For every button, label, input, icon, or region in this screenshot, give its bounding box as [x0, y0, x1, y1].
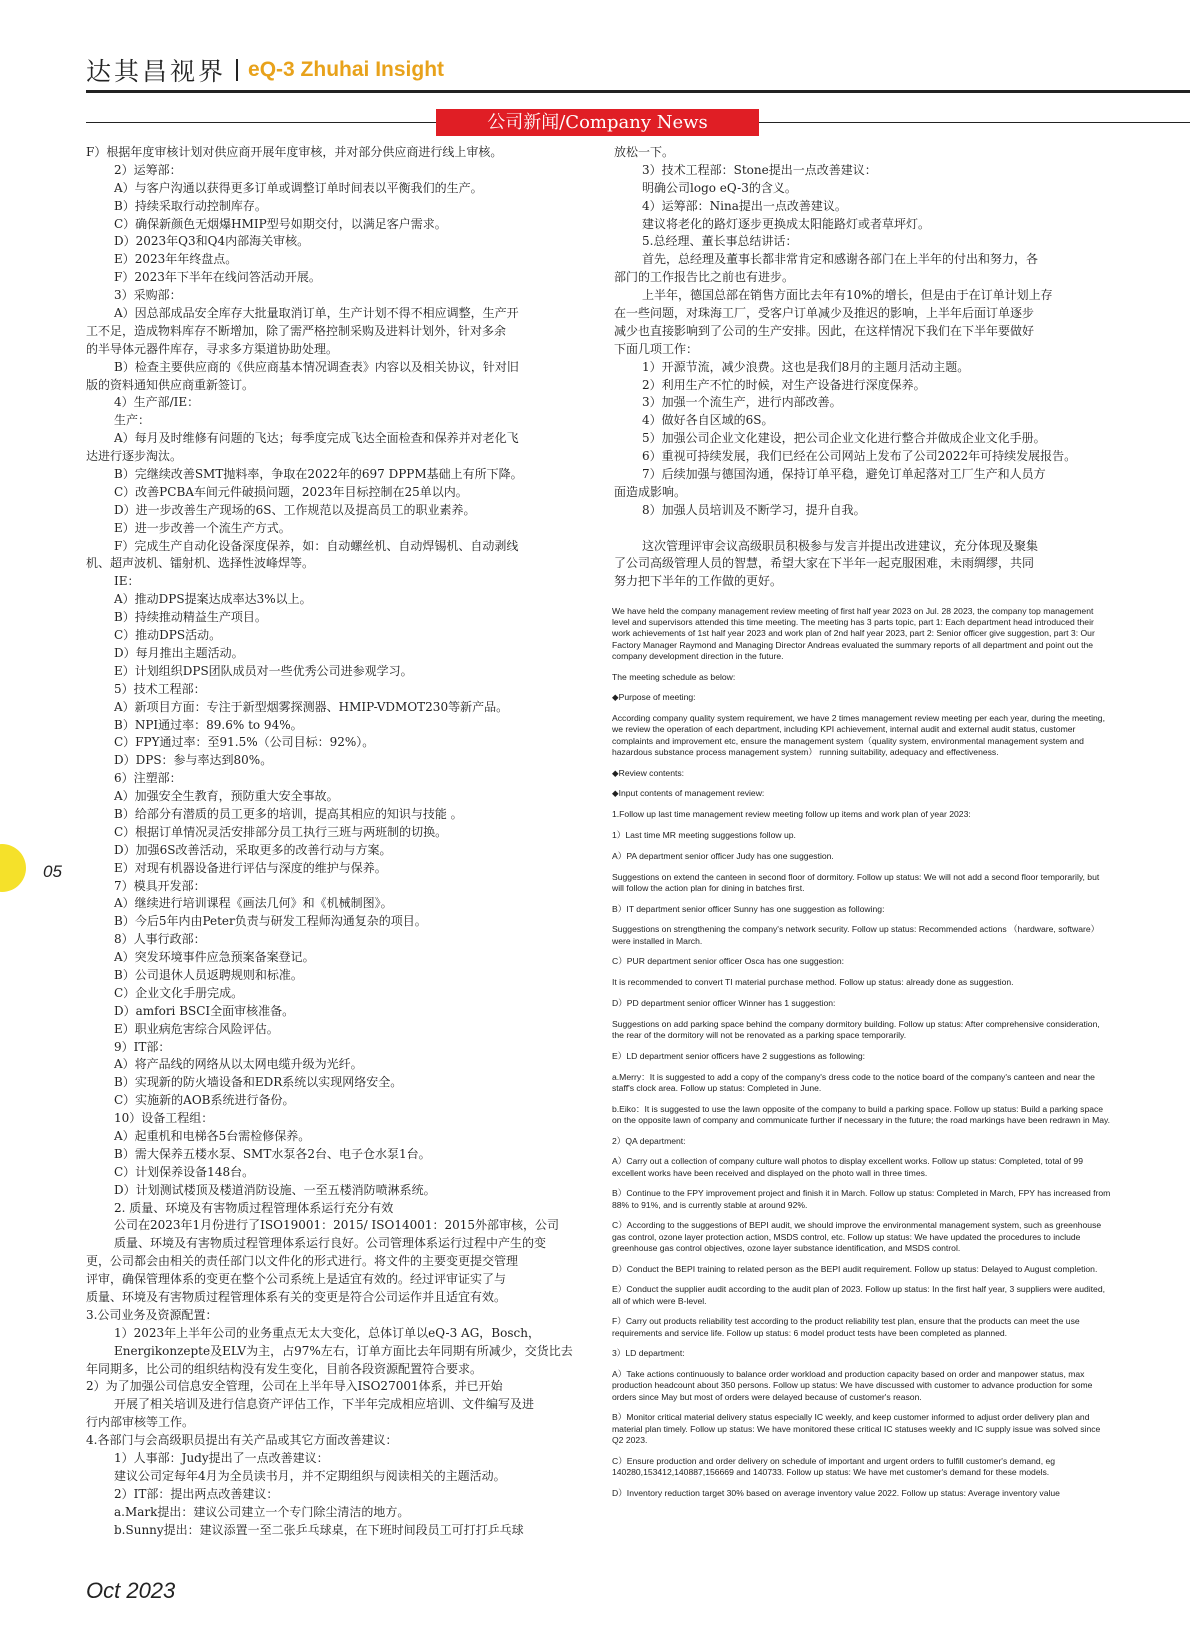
left-column-line: D）加强6S改善活动，采取更多的改善行动与方案。: [114, 842, 392, 857]
english-paragraph: A）Take actions continuously to balance order workload and production capacity based on order and manpower status, max production headcount about 350 persons. Follow up status: We have discussed with customer to advance production for some orders since May but most of orders were delayed because of customer's reason.: [612, 1369, 1093, 1402]
right-column-english: [612, 606, 1112, 1508]
left-column-line: 1）人事部：Judy提出了一点改善建议：: [114, 1451, 329, 1466]
left-column-line: C）确保新颜色无烟爆HMIP型号如期交付，以满足客户需求。: [114, 216, 447, 231]
left-column-line: 年同期多，比公司的组织结构没有发生变化，目前各段资源配置符合要求。: [86, 1361, 483, 1376]
left-column-line: 机、超声波机、镭射机、选择性波峰焊等。: [86, 556, 315, 571]
issue-date: Oct 2023: [86, 1578, 176, 1603]
english-paragraph: C）PUR department senior officer Osca has one suggestion:: [612, 956, 844, 967]
left-column-line: 7）模具开发部：: [114, 878, 206, 893]
left-column-line: A）加强安全生教育，预防重大安全事故。: [114, 789, 339, 804]
right-column-line: [614, 520, 1112, 538]
english-paragraph: E）Conduct the supplier audit according to the audit plan of 2023. Follow up status: In the first half year, 3 suppliers were audited, all of which were B-level.: [612, 1284, 1105, 1306]
english-paragraph: A）Carry out a collection of company culture wall photos to display excellent works. Follow up status: Completed, total of 99 excellent works have been received and displayed on the photo wall in three times.: [612, 1156, 1083, 1178]
left-column-line: a.Mark提出：建议公司建立一个专门除尘清洁的地方。: [114, 1504, 410, 1519]
left-column-line: 生产：: [114, 413, 151, 428]
left-column-line: 质量、环境及有害物质过程管理体系有关的变更是符合公司运作并且适宜有效。: [86, 1290, 507, 1304]
page-marker-dot: [0, 844, 26, 892]
left-column-line: b.Sunny提出：建议添置一至二张乒乓球桌，在下班时间段员工可打打乒乓球: [114, 1522, 524, 1537]
right-column-line: 1）开源节流，减少浪费。这也是我们8月的主题月活动主题。: [642, 359, 970, 374]
left-column-line: E）职业病危害综合风险评估。: [114, 1021, 279, 1036]
page-number: 05: [43, 862, 62, 881]
english-paragraph: 1）Last time MR meeting suggestions follow up.: [612, 830, 796, 840]
left-column-line: F）完成生产自动化设备深度保养，如：自动螺丝机、自动焊锡机、自动剥线: [114, 538, 519, 553]
left-column-line: B）完继续改善SMT抛料率，争取在2022年的697 DPPM基础上有所下降。: [114, 467, 523, 482]
left-column-line: 版的资料通知供应商重新签订。: [86, 377, 255, 392]
left-column-line: A）将产品线的网络从以太网电缆升级为光纤。: [114, 1057, 363, 1072]
english-paragraph: a.Merry：It is suggested to add a copy of the company's dress code to the notice board of the company's canteen and near the staff's clock area. Follow up status: Completed in June.: [612, 1071, 1095, 1093]
left-column-line: A）每月及时维修有问题的飞达；每季度完成飞达全面检查和保养并对老化飞: [114, 431, 519, 446]
right-column-line: 3）技术工程部：Stone提出一点改善建议：: [642, 162, 877, 177]
left-column-line: C）根据订单情况灵活安排部分员工执行三班与两班制的切换。: [114, 824, 448, 839]
left-column-line: C）推动DPS活动。: [114, 628, 222, 643]
left-column-line: 4.各部门与会高级职员提出有关产品或其它方面改善建议：: [86, 1433, 398, 1448]
left-column-line: D）计划测试楼顶及楼道消防设施、一至五楼消防喷淋系统。: [114, 1182, 436, 1197]
left-column-line: 2）运筹部：: [114, 162, 182, 177]
right-column-line: 4）做好各自区域的6S。: [642, 413, 774, 428]
english-paragraph: C）According to the suggestions of BEPI audit, we should improve the environmental management system, such as greenhouse gas control, ozone layer protection action, MSDS control, etc. Follow up status: We have updated the procedures to include greenhouse gas control objectives, ozone layer substance identification, and MSDS control.: [612, 1220, 1102, 1253]
right-column-line: 放松一下。: [614, 145, 675, 159]
right-column-line: 这次管理评审会议高级职员积极参与发言并提出改进建议，充分体现及聚集: [642, 538, 1039, 553]
english-paragraph: 3）LD department:: [612, 1348, 685, 1359]
header-rule: [86, 90, 1190, 93]
english-paragraph: F）Carry out products reliability test according to the product reliability test plan, ensure that the products can meet the use requirements and service life. Follow up status: 6 model product tests have been completed as planned.: [612, 1316, 1080, 1338]
left-column-line: 评审，确保管理体系的变更在整个公司系统上是适宜有效的。经过评审证实了与: [86, 1272, 507, 1287]
left-column-line: B）公司退休人员返聘规则和标准。: [114, 967, 303, 982]
left-column-line: B）需大保养五楼水泵、SMT水泵各2台、电子仓水泵1台。: [114, 1146, 431, 1161]
left-column-line: B）实现新的防火墙设备和EDR系统以实现网络安全。: [114, 1075, 403, 1090]
left-column-line: C）FPY通过率：至91.5%（公司目标：92%）。: [114, 735, 375, 750]
english-paragraph: Suggestions on add parking space behind the company dormitory building. Follow up status: After comprehensive consideration, the rear of the dormitory will not be renovated as a parking space temporarily.: [612, 1018, 1100, 1040]
english-paragraph: D）PD department senior officer Winner has 1 suggestion:: [612, 997, 836, 1008]
left-column-line: 更，公司都会由相关的责任部门以文件化的形式进行。将文件的主要变更提交管理: [86, 1254, 519, 1269]
english-paragraph: ◆Input contents of management review:: [612, 788, 765, 799]
english-paragraph: According company quality system requirement, we have 2 times management review meeting per each year, during the meeting, we review the operation of each department, including KPI achievement, internal audit and external audit status, customer complaints and improvement etc, ensure the management system（quality system, environmental management system and hazardous substance process management system） running suitability, adequacy and effectiveness.: [612, 713, 1105, 757]
left-column-line: 4）生产部/IE：: [114, 395, 200, 410]
right-column-line: 减少也直接影响到了公司的生产安排。因此，在这样情况下我们在下半年要做好: [614, 323, 1035, 338]
left-column-line: 1）2023年上半年公司的业务重点无太大变化，总体订单以eQ-3 AG，Bosch，: [114, 1325, 540, 1340]
left-column-line: IE：: [114, 574, 140, 589]
left-column-line: D）进一步改善生产现场的6S、工作规范以及提高员工的职业素养。: [114, 502, 476, 517]
left-column-line: C）计划保养设备148台。: [114, 1164, 255, 1179]
english-paragraph: A）PA department senior officer Judy has one suggestion.: [612, 850, 834, 861]
right-column-line: 8）加强人员培训及不断学习，提升自我。: [642, 502, 866, 517]
left-column-line: E）计划组织DPS团队成员对一些优秀公司进参观学习。: [114, 663, 413, 678]
right-column-line: 5.总经理、董长事总结讲话：: [642, 234, 798, 249]
masthead: [86, 50, 444, 90]
left-column-line: 10）设备工程组：: [114, 1111, 214, 1126]
left-column-line: 2）IT部：提出两点改善建议：: [114, 1486, 279, 1501]
english-paragraph: b.Eiko：It is suggested to use the lawn opposite of the company to build a parking space. Follow up status: Build a parking space on the opposite lawn of company and communicate further if necessary in the future; the road markings have been redrawn in May.: [612, 1103, 1111, 1125]
left-column-line: B）持续采取行动控制库存。: [114, 198, 267, 213]
right-column-line: 部门的工作报告比之前也有进步。: [614, 270, 795, 285]
left-column-line: B）检查主要供应商的《供应商基本情况调查表》内容以及相关协议，针对旧: [114, 359, 519, 374]
english-paragraph: 2）QA department:: [612, 1135, 686, 1146]
left-column-line: 达进行逐步淘汰。: [86, 449, 183, 464]
left-column-line: 9）IT部：: [114, 1039, 171, 1054]
masthead-title-zh: 达其昌视界: [86, 57, 227, 86]
left-column-line: A）新项目方面：专注于新型烟雾探测器、HMIP-VDMOT230等新产品。: [114, 699, 509, 714]
left-column-line: A）与客户沟通以获得更多订单或调整订单时间表以平衡我们的生产。: [114, 180, 483, 195]
english-paragraph: B）IT department senior officer Sunny has one suggestion as following:: [612, 903, 885, 914]
left-column-line: D）amfori BSCI全面审核准备。: [114, 1003, 295, 1018]
left-column-line: 公司在2023年1月份进行了ISO19001：2015/ ISO14001：2015外部审核，公司: [114, 1218, 560, 1233]
left-column-line: A）突发环境事件应急预案备案登记。: [114, 950, 315, 965]
left-column-line: 建议公司定每年4月为全员读书月，并不定期组织与阅读相关的主题活动。: [114, 1468, 506, 1483]
right-column-line: 6）重视可持续发展，我们已经在公司网站上发布了公司2022年可持续发展报告。: [642, 449, 1077, 464]
left-column-line: E）进一步改善一个流生产方式。: [114, 520, 291, 535]
left-column-line: Energikonzepte及ELV为主，占97%左右，订单方面比去年同期有所减少，交货比去: [114, 1343, 573, 1358]
left-column-line: D）2023年Q3和Q4内部海关审核。: [114, 234, 310, 249]
left-column-line: B）NPI通过率：89.6% to 94%。: [114, 717, 303, 732]
right-column-line: 上半年，德国总部在销售方面比去年有10%的增长，但是由于在订单计划上存: [642, 288, 1053, 303]
left-column-line: A）继续进行培训课程《画法几何》和《机械制图》。: [114, 896, 393, 911]
left-column-line: A）起重机和电梯各5台需检修保养。: [114, 1128, 311, 1143]
left-column-line: D）每月推出主题活动。: [114, 645, 244, 660]
english-paragraph: 1.Follow up last time management review meeting follow up items and work plan of year 2023:: [612, 809, 971, 820]
english-paragraph: Suggestions on extend the canteen in second floor of dormitory. Follow up status: We will not add a second floor temporarily, but will follow the action plan for dining in batches first.: [612, 871, 1100, 893]
left-column-line: 5）技术工程部：: [114, 681, 206, 696]
left-column-line: 工不足，造成物料库存不断增加，除了需严格控制采购及进料计划外，针对多余: [86, 323, 507, 338]
english-paragraph: We have held the company management review meeting of first half year 2023 on Jul. 28 2023, the company top management level and supervisors attended this time meeting. The meeting has 3 parts topic, part 1: Each department head introduced their work achievements of 1st half year 2023 and work plan of 2nd half year 2023, part 2: Senior officer give suggestion, part 3: Our Factory Manager Raymond and Managing Director Andreas evaluated the summary reports of all department and point out the company development direction in the future.: [612, 606, 1095, 661]
right-column-line: 了公司高级管理人员的智慧，希望大家在下半年一起克服困难，未雨绸缪，共同: [614, 556, 1035, 571]
english-paragraph: D）Conduct the BEPI training to related person as the BEPI audit requirement. Follow up status: Delayed to August completion.: [612, 1263, 1098, 1274]
masthead-divider: [236, 59, 238, 81]
right-column-line: 努力把下半年的工作做的更好。: [614, 574, 783, 589]
right-column-line: 建议将老化的路灯逐步更换成太阳能路灯或者草坪灯。: [642, 216, 931, 231]
masthead-title-en: eQ-3 Zhuhai Insight: [248, 58, 445, 81]
english-paragraph: ◆Review contents:: [612, 767, 685, 778]
english-paragraph: D）Inventory reduction target 30% based on average inventory value 2022. Follow up status: Average inventory value: [612, 1487, 1060, 1498]
english-paragraph: B）Monitor critical material delivery status especially IC weekly, and keep customer informed to adjust order delivery plan and material plan timely. Follow up status: We have monitored these critical IC statuses weekly and IC supply issue was solved since Q2 2023.: [612, 1412, 1101, 1445]
left-column-line: 3.公司业务及资源配置：: [86, 1307, 218, 1322]
right-column-line: 3）加强一个流生产，进行内部改善。: [642, 395, 842, 410]
left-column-line: 质量、环境及有害物质过程管理体系运行良好。公司管理体系运行过程中产生的变: [114, 1236, 547, 1251]
english-paragraph: Suggestions on strengthening the company's network security. Follow up status: Recommended actions （hardware, software） were installed in March.: [612, 924, 1100, 946]
left-column-line: 2. 质量、环境及有害物质过程管理体系运行充分有效: [114, 1200, 394, 1215]
left-column-line: A）推动DPS提案达成率达3%以上。: [114, 592, 312, 607]
left-column-line: 8）人事行政部：: [114, 932, 206, 947]
left-column-line: E）对现有机器设备进行评估与深度的维护与保养。: [114, 860, 387, 875]
left-column-line: 开展了相关培训及进行信息资产评估工作，下半年完成相应培训、文件编写及进: [114, 1397, 535, 1412]
english-paragraph: The meeting schedule as below:: [612, 671, 736, 682]
left-column-line: C）实施新的AOB系统进行备份。: [114, 1093, 295, 1108]
left-column-line: 2）为了加强公司信息安全管理，公司在上半年导入ISO27001体系，并已开始: [86, 1379, 503, 1394]
left-column-line: F）根据年度审核计划对供应商开展年度审核，并对部分供应商进行线上审核。: [86, 145, 503, 159]
left-column: [86, 144, 586, 1539]
left-column-line: 行内部审核等工作。: [86, 1415, 195, 1430]
english-paragraph: ◆Purpose of meeting:: [612, 692, 696, 703]
right-column-line: 下面几项工作：: [614, 341, 699, 356]
left-column-line: B）给部分有潜质的员工更多的培训，提高其相应的知识与技能 。: [114, 806, 463, 821]
left-column-line: C）改善PCBA车间元件破损问题，2023年目标控制在25单以内。: [114, 484, 468, 499]
right-column-line: 2）利用生产不忙的时候，对生产设备进行深度保养。: [642, 377, 926, 392]
english-paragraph: B）Continue to the FPY improvement project and finish it in March. Follow up status: Completed in March, FPY has increased from 88% to 91%, and is currently stable at around 92%.: [612, 1188, 1111, 1210]
right-column-line: 4）运筹部：Nina提出一点改善建议。: [642, 198, 847, 213]
left-column-line: 6）注塑部：: [114, 771, 182, 786]
right-column-line: 5）加强公司企业文化建设，把公司企业文化进行整合并做成企业文化手册。: [642, 431, 1046, 446]
left-column-line: F）2023年下半年在线问答活动开展。: [114, 270, 321, 285]
left-column-line: A）因总部成品安全库存大批量取消订单，生产计划不得不相应调整，生产开: [114, 306, 519, 321]
english-paragraph: C）Ensure production and order delivery on schedule of important and urgent orders to fulfill customer's demand, eg 140280,153412,140887,156669 and 140733. Follow up status: We have met customer's demand for these models.: [612, 1455, 1056, 1477]
left-column-line: C）企业文化手册完成。: [114, 985, 244, 1000]
left-column-line: 的半导体元器件库存，寻求多方渠道协助处理。: [86, 341, 339, 356]
left-column-line: B）持续推动精益生产项目。: [114, 610, 267, 625]
left-column-line: 3）采购部：: [114, 288, 182, 303]
section-banner: 公司新闻/Company News: [436, 109, 759, 136]
left-column-line: D）DPS：参与率达到80%。: [114, 753, 273, 768]
right-column-chinese: [614, 144, 1112, 591]
english-paragraph: E）LD department senior officers have 2 suggestions as following:: [612, 1050, 866, 1061]
right-column-line: 首先，总经理及董事长都非常肯定和感谢各部门在上半年的付出和努力，各: [642, 252, 1039, 267]
right-column-line: 明确公司logo eQ-3的含义。: [642, 180, 797, 195]
right-column-line: 在一些问题，对珠海工厂，受客户订单减少及推迟的影响，上半年后面订单逐步: [614, 306, 1035, 321]
left-column-line: E）2023年年终盘点。: [114, 252, 238, 267]
english-paragraph: It is recommended to convert TI material purchase method. Follow up status: already done as suggestion.: [612, 977, 1014, 988]
left-column-line: B）今后5年内由Peter负责与研发工程师沟通复杂的项目。: [114, 914, 427, 929]
right-column-line: 7）后续加强与德国沟通，保持订单平稳，避免订单起落对工厂生产和人员方: [642, 467, 1046, 482]
right-column-line: 面造成影响。: [614, 484, 687, 499]
